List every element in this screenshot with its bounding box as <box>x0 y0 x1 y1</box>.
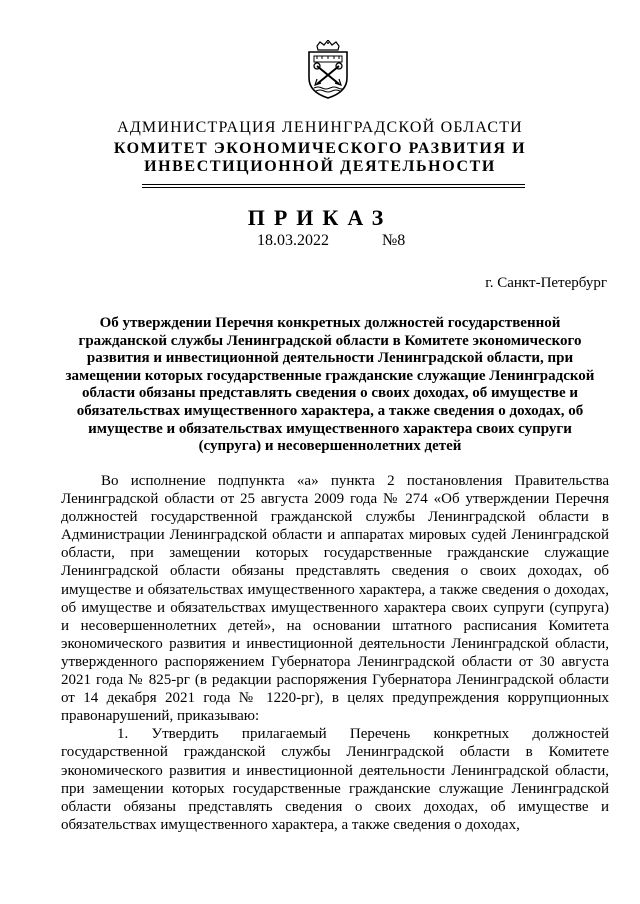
committee-name-line2: ИНВЕСТИЦИОННОЙ ДЕЯТЕЛЬНОСТИ <box>144 158 496 175</box>
order-city: г. Санкт-Петербург <box>485 275 607 291</box>
preamble-paragraph: Во исполнение подпункта «а» пункта 2 постановления Правительства Ленинградской области от 25 августа 2009 года № 274 «Об утверждении Перечня должностей государственной гражданской службы Ленинградской области в Администрации Ленинградской области и аппаратах мировых судей Ленинградской области, при замещении которых государственные гражданские служащие Ленинградской области обязаны представлять сведения о своих доходах, об имуществе и обязательствах имущественного характера, а также сведения о доходах, об имуществе и обязательствах имущественного характера своих супруги (супруга) и несовершеннолетних детей», на основании штатного расписания Комитета экономического развития и инвестиционной деятельности Ленинградской области, утвержденного распоряжением Губернатора Ленинградской области от 30 августа 2021 года № 825-рг (в редакции распоряжения Губернатора Ленинградской области от 14 декабря 2021 года № 1220-рг), в целях предупреждения коррупционных правонарушений, приказываю: <box>61 473 609 725</box>
header-divider-bottom <box>142 187 525 188</box>
order-date: 18.03.2022 <box>257 232 329 249</box>
item-1-paragraph: 1. Утвердить прилагаемый Перечень конкретных должностей государственной гражданской службы Ленинградской области в Комитете экономического развития и инвестиционной деятельности Ленинградской области, при замещении которых государственные гражданские служащие Ленинградской области обязаны представлять сведения о своих доходах, об имуществе и обязательствах имущественного характера, а также сведения о доходах, <box>61 726 609 833</box>
order-title: Об утверждении Перечня конкретных должностей государственной гражданской службы Ленинградской области в Комитете экономического развития и инвестиционной деятельности Ленинградской области, при замещении которых государственные гражданские служащие Ленинградской области обязаны представлять сведения о своих доходах, об имуществе и обязательствах имущественного характера, а также сведения о доходах, об имуществе и обязательствах имущественного характера своих супруги (супруга) и несовершеннолетних детей <box>65 315 595 455</box>
header-divider-top <box>142 184 525 185</box>
administration-name: АДМИНИСТРАЦИЯ ЛЕНИНГРАДСКОЙ ОБЛАСТИ <box>117 119 523 136</box>
order-number: №8 <box>382 232 406 249</box>
order-body <box>61 472 609 834</box>
coat-of-arms-icon <box>305 40 351 100</box>
order-heading: ПРИКАЗ <box>247 205 393 230</box>
committee-name-line1: КОМИТЕТ ЭКОНОМИЧЕСКОГО РАЗВИТИЯ И <box>113 140 527 157</box>
